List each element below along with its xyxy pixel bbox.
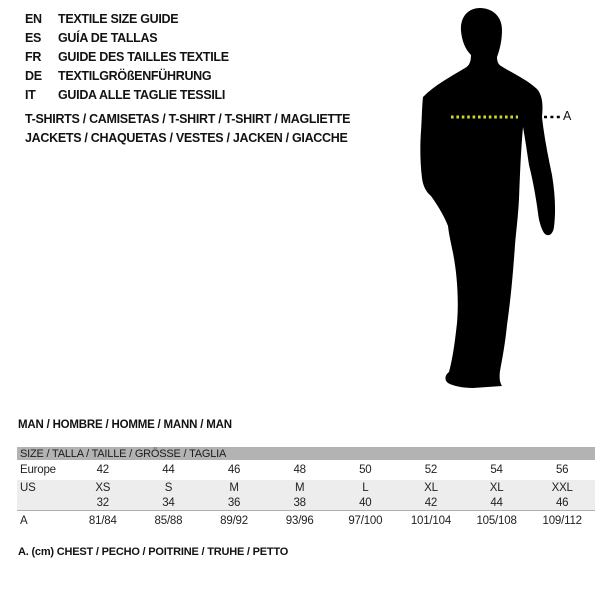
man-silhouette (415, 5, 595, 405)
table-cell: 44 (162, 464, 175, 476)
table-cell: 50 (359, 464, 372, 476)
language-guide-list (25, 9, 229, 104)
table-cell: 81/84 (88, 514, 117, 527)
measurement-label-a: A (563, 109, 572, 123)
gender-section-title: MAN / HOMBRE / HOMME / MANN / MAN (18, 419, 232, 431)
table-cell: 38 (293, 496, 306, 509)
language-row-en (25, 9, 229, 28)
language-row-fr (25, 47, 229, 66)
table-cell: 40 (359, 496, 372, 509)
table-cell: 46 (227, 464, 241, 476)
table-cell: 54 (490, 464, 503, 476)
table-cell: 85/88 (154, 514, 183, 527)
table-cell: XL (424, 481, 438, 494)
size-table-header: SIZE / TALLA / TAILLE / GRÖSSE / TAGLIA (17, 447, 595, 460)
table-cell: M (229, 481, 239, 494)
product-line-jackets: JACKETS / CHAQUETAS / VESTES / JACKEN / GIACCHE (25, 130, 348, 145)
measurement-figure (415, 5, 595, 405)
table-cell: 36 (227, 496, 241, 509)
table-cell: 42 (96, 464, 110, 476)
table-cell: S (164, 481, 173, 494)
language-code: FR (25, 49, 42, 64)
table-row-europe (17, 460, 595, 480)
table-row-chest-a (17, 511, 595, 530)
table-cell: 42 (424, 496, 438, 509)
language-row-es (25, 28, 229, 47)
table-cell: 52 (424, 464, 438, 476)
guide-title-fr: GUIDE DES TAILLES TEXTILE (58, 49, 229, 64)
table-cell: 44 (490, 496, 503, 509)
product-line-tshirts: T-SHIRTS / CAMISETAS / T-SHIRT / T-SHIRT / MAGLIETTE (25, 111, 351, 126)
table-cell: 56 (555, 464, 569, 476)
table-cell: 105/108 (476, 514, 517, 527)
measurement-footnote: A. (cm) CHEST / PECHO / POITRINE / TRUHE / PETTO (18, 546, 289, 558)
table-cell: 32 (96, 496, 110, 509)
guide-title-it: GUIDA ALLE TAGLIE TESSILI (58, 87, 226, 102)
table-cell: 97/100 (348, 514, 383, 527)
language-code: DE (25, 68, 42, 83)
table-cell: 93/96 (285, 514, 314, 527)
table-row-us (17, 480, 595, 495)
guide-title-en: TEXTILE SIZE GUIDE (58, 11, 179, 26)
product-category-list (25, 109, 350, 147)
man-silhouette-shape (420, 8, 555, 388)
table-cell: 89/92 (220, 514, 248, 527)
size-table (17, 447, 595, 530)
language-code: IT (25, 87, 36, 102)
row-label: US (20, 481, 36, 494)
row-label: A (20, 514, 28, 527)
language-code: ES (25, 30, 42, 45)
table-cell: 34 (162, 496, 175, 509)
table-cell: 101/104 (410, 514, 452, 527)
language-row-it (25, 85, 229, 104)
table-cell: L (362, 481, 369, 494)
guide-title-es: GUÍA DE TALLAS (58, 30, 158, 45)
language-code: EN (25, 11, 42, 26)
table-row-unlabeled (17, 495, 595, 511)
table-cell: 109/112 (542, 514, 582, 527)
table-cell: XS (95, 481, 111, 494)
table-cell: 48 (293, 464, 306, 476)
row-label: Europe (20, 464, 56, 476)
language-row-de (25, 66, 229, 85)
table-cell: M (294, 481, 305, 494)
table-cell: 46 (555, 496, 569, 509)
table-cell: XXL (551, 481, 573, 494)
guide-title-de: TEXTILGRÖßENFÜHRUNG (58, 68, 212, 83)
table-cell: XL (489, 481, 504, 494)
